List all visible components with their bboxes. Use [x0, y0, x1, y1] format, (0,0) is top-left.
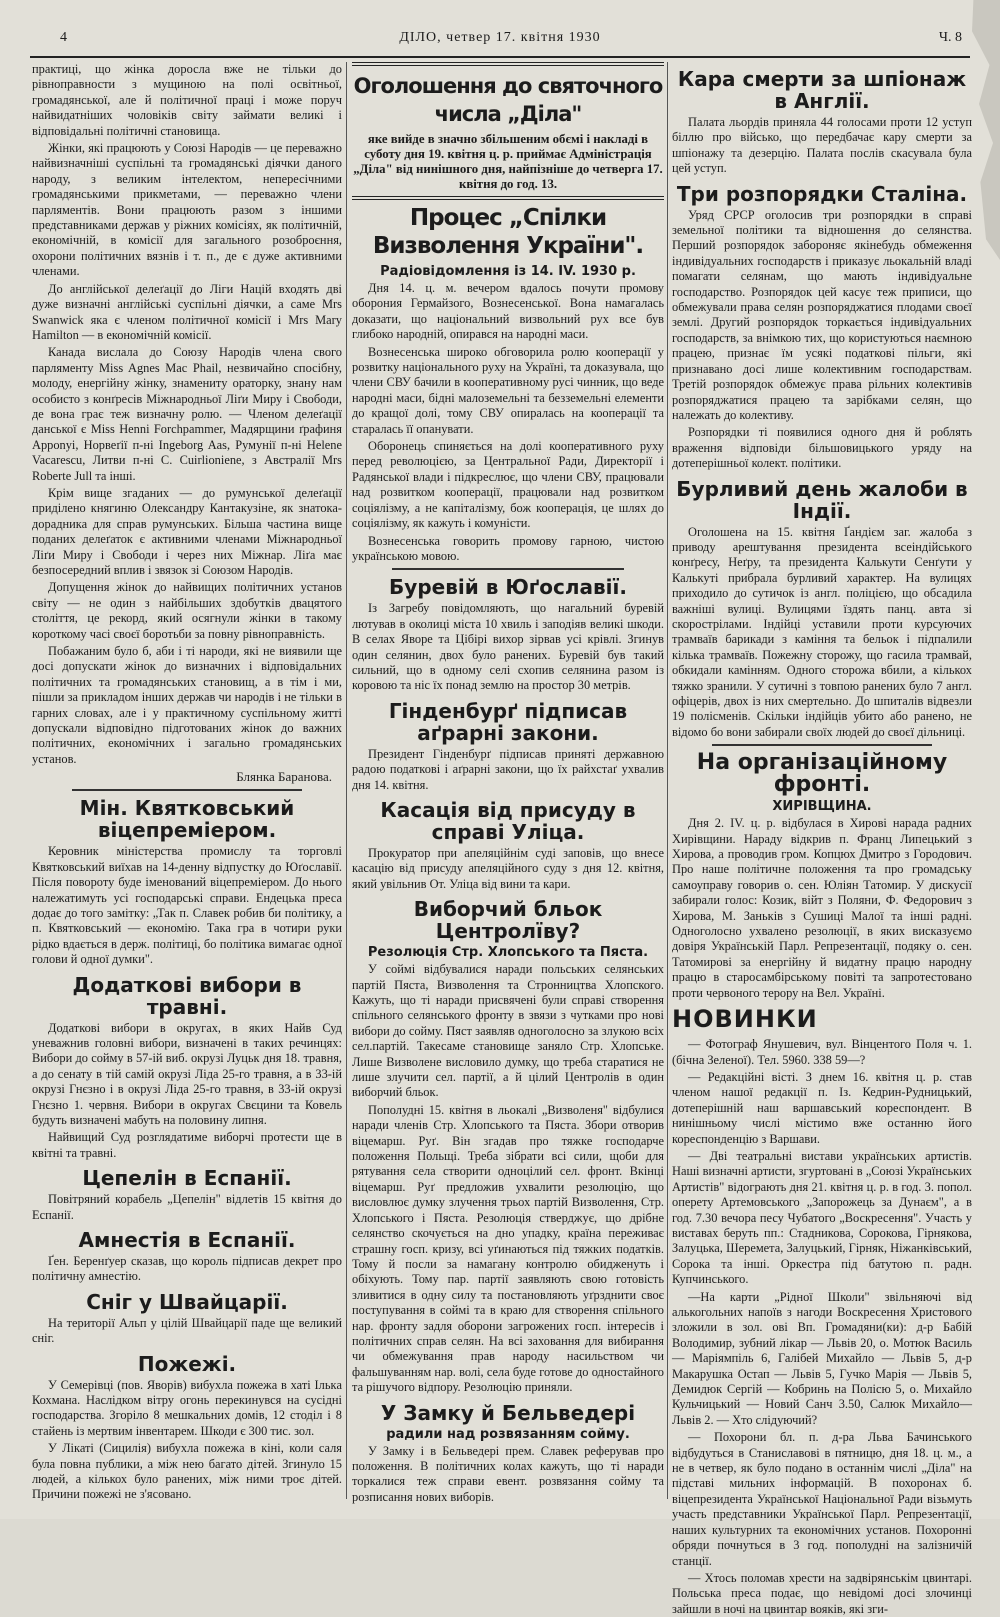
article-paragraph: Допущення жінок до найвищих політичних установ світу — не один з найбільших здобутків двацятого століття, це рекорд, який осягнули жінки в такому короткому часі своєї боротьби за повну рівноправність. [32, 580, 342, 641]
column-left [32, 62, 342, 1502]
news-item: — Фотограф Янушевич, вул. Вінцентого Поля ч. 1. (бічна Зеленої). Тел. 5960. 338 59—? [672, 1037, 972, 1067]
article-paragraph: Крім вище згаданих — до румунської делеґації приділено княгиню Олександру Кантакузіне, як знатока-дорадника для справ румунських. Більша частина вище поданих делеґаток є активними членами Міжнародньої Ліґи Миру і Свободи і через них Міжнар. Ліґа має безпосередний вплив і звязок зі Союзом Народів. [32, 485, 342, 577]
issue-number: Ч. 8 [938, 30, 962, 45]
separator [392, 568, 624, 570]
article-paragraph: Додаткові вибори в округах, в яких Найв Суд уневажнив головні вибори, визначені в таких речинцях: Вибори до сойму в 57-ій виб. окрузі Луцьк дня 18. травня, а до сенату в тій самій окрузі Ліда 25-го травня, а в 33-ій окрузі Гнєзно і в окрузі Ліда 25-го травня, в 33-ій окрузі Гнєзно 1. червня. Вибори в округах Свєцини та Ковель будуть визначені мабуть на половину липня. [32, 1020, 342, 1127]
article-paragraph: Найвищий Суд розглядатиме виборчі протести ще в квітні та травні. [32, 1130, 342, 1160]
column-middle [352, 62, 664, 1504]
column-rule [667, 62, 668, 1499]
article-paragraph: Вознесенська говорить промову гарною, чистою українською мовою. [352, 533, 664, 563]
subheadline-castle: радили над розвязанням сойму. [386, 1426, 630, 1442]
article-paragraph: У Семерівці (пов. Яворів) вибухла пожежа в хаті Ількa Кохмана. Наслідком вітру огонь перекинувся на сусідні господарства. Згоріло 8 мешкальних домів, 12 стоділ і 8 стайень із мертвим інвентарем. Шкоди є 300 тис. зол. [32, 1377, 342, 1438]
news-item: — Дві театральні вистави українських артистів. Наші визначні артисти, згуртовані в „Союзі Українських Артистів" відограють дня 21. квітня ц. р. в год. 3. попол. оперету Артемовського „Запорожець за Дунаєм", а в год. 7.30 вечора песу Чубатого „Воскресення". Участь у виставах беруть пп.: Стадникова, Сорокова, Гірнякова, Залуцька, Шеремета, Залуцький, Гірняк, Ніжанківський, Сорока та інші. Оркестра під батутою п. радн. Купчинського. [672, 1148, 972, 1287]
article-paragraph: Вознесенська широко обговорила ролю кооперації у розвитку національного руху на Україні, та доказувала, що члени СВУ бачили в кооперативному русі чинник, що веде народні маси, бідні малоземельні та безземельні елементи до кращої долі, тому СВУ опиралась на кооперації та старалась її опанувати. [352, 344, 664, 436]
article-paragraph: На території Альп у цілій Швайцарії паде ще великий сніг. [32, 1315, 342, 1346]
article-paragraph: Президент Гінденбурґ підписав приняті державною радою податкові і аґрарні закони, що їх райхстаґ ухвалив дня 14. квітня. [352, 746, 664, 792]
headline-india: Бурливий день жалоби в Індії. [676, 476, 968, 523]
headline-cassation: Касація від присуду в справі Уліца. [380, 797, 636, 844]
author-signature: Блянка Баранова. [236, 769, 332, 785]
announcement-box [352, 62, 664, 200]
headline-snow: Сніг у Швайцарії. [86, 1289, 288, 1314]
article-paragraph: У соймі відбувалися наради польських селянських партій Пяста, Визволення та Стронництва Хлопского. Кажуть, що ті наради присвячені були справі створення спільного селянського фронту в звязи з чутками про нові вибори до сойму. Пяст заявляв одноголосно за злукою всіх сел.партій. Такесаме становище заняло Стр. Хлопське. Лише Визволене висловило думку, що треба старатися не лише злучити сел. партії, а й цілий Центролів в один виборчий бльок. [352, 962, 664, 1100]
subheadline-radio: Радіовідомлення із 14. IV. 1930 р. [380, 264, 636, 279]
article-paragraph: Уряд СРСР оголосив три розпорядки в справі земельної політики та відношення до селянства. Перший розпорядок забороняє якінебудь обмеження індивідуальних господарств і приказує льокальній владі помагати селянам, що мають індивідуальне господарство. Розпорядок цей касує теж приписи, що обмежували права селян розпоряджатися плодами своєї землі. Другий розпорядок торкається індивідуальних господарств, за внімкою тих, що користуються наємною працею, признає їм усякі податкові пільги, які признавано досі лише колективним господарствам. Третій розпорядок обмежує права рільних колективів розпоряджатися працею та зарібками селян, що належать до колективу. [672, 207, 972, 422]
headline-zeppelin: Цепелін в Еспанії. [82, 1166, 292, 1191]
headline-svu-trial: Процес „Спілки Визволення України". [372, 205, 644, 259]
headline-amnesty: Амнестія в Еспанії. [78, 1228, 296, 1252]
article-paragraph: Дня 2. IV. ц. р. відбулася в Хирові нарада радних Хирівщини. Нараду відкрив п. Франц Липецький з Хирова, а проводив гром. Копцюх Дмитро з Городович. Про наше політичне положення та про громадську самоуправу говорив о. сен. Юліян Татомир. У дискусії забирали голос: Козик, війт з Поляни, Ф. Федорович з Хирова, М. Заньків з Сушиці Малої та інші радні. Одноголосно ухвалено резолюції, в яких висказуємо довіря Українській Парл. Репрезентації, подяку о. сен. Татомирові за енергійну й видатну працю народну працю в старосамбірському повіті та запротестовано проти червоного терору на Вел. Україні. [672, 816, 972, 1000]
article-paragraph: практиці, що жінка доросла вже не тільки до рівноправности з мущиною на полі освітньої, громадянської, але й політичної праці і може поруч найвидатніших чоловіків світу займати великі і відповідальні політичні становища. [32, 62, 342, 138]
page-header [30, 30, 970, 58]
separator [72, 789, 302, 791]
article-paragraph: Дня 14. ц. м. вечером вдалось почути промову оборония Гермайзого, Вознесенської. Вона намагалась доказати, що національний визвольний рух все був глибоко народній, опирався на народні маси. [352, 281, 664, 342]
headline-organization: На організаційному фронті. [696, 750, 948, 798]
article-paragraph: Розпорядки ті появилися одного дня й роблять враження відповіди більшовицького уряду на дотеперішньої колект. політики. [672, 425, 972, 471]
article-paragraph: Оборонець спиняється на долі кооперативного руху перед революцією, за Центральної Ради, Директорії і Радянської влади і підкреслює, що члени СВУ, працювали над розвитком кооперації, працювали над розвитком соціялізму, а не капіталізму, бож кооперація, це шлях до соціялізму, як кажуть і комуністи. [352, 439, 664, 531]
article-paragraph: Керовник міністерства промислу та торговлі Квятковський виїхав на 14-денну відпустку до Юґославії. Після повороту буде іменований віцепреміером. До нього належатимуть усі господарські справи. Ендецька преса додає до того замітку: „Так п. Славек робив би політику, а п. Квятковський — економію. Така гра в чотири руки рідко вдається в держ. політиці, бо політика вимагає одної голови й одної думки". [32, 844, 342, 967]
article-paragraph: Прокуратор при апеляційнім суді заповів, що внесе касацію від присуду апеляційного суду з дня 12. квітня, який увільнив От. Уліца від вини та кари. [352, 845, 664, 891]
subheadline-khyriv: ХИРІВЩИНА. [772, 799, 872, 815]
headline-storm: Буревій в Юґославії. [389, 575, 627, 600]
article-paragraph: Повітряний корабель „Цепелін" відлетів 15 квітня до Еспанії. [32, 1192, 342, 1222]
headline-death-penalty: Кара смерти за шпіонаж в Англії. [677, 67, 967, 113]
headline-hindenburg: Гінденбурґ підписав аґрарні закони. [388, 698, 628, 745]
page-number: 4 [60, 30, 67, 45]
article-paragraph: Пополудні 15. квітня в льокалі „Визволеня" відбулися наради членів Стр. Хлопського та Пяста. Збори отворив віцемарш. Руґ. Він згадав про тяжке господарче положення Польщі. Треба зібрати всі сили, щоби для рятування села створити одноцілий сел. фронт. Вкінці віцемарш. Руґ предложив ухвалити резолюцію, що висловлює думку злучення трьох партій Визволення, Стр. Хлопського і Пяста. Резолюція стверджує, що дрібне селянство скочується на дно упадку, країна переживає страшну госп. кризу, всі уґинаються під тяжких податків. Тому й посли за намагану контролю обидженуть і обіхують. Тому пар. партії заявляють свою готовість зливитися в одну силу та постановляють уґрзднити своє поступування в соймі та в краю для створення спільного нар. фронту задля оборони загрожених госп. інтересів і політичних справ селян. На всі заховання для вибирання чи обмежування прав народу насильством чи фальшуванням нар. волі, села буде готове до одностайного та рішучого відпору. Резолюцію приняли. [352, 1102, 664, 1395]
masthead-date: ДІЛО, четвер 17. квітня 1930 [399, 30, 601, 45]
headline-castle: У Замку й Бельведері [380, 1400, 636, 1425]
column-rule [346, 62, 347, 1499]
separator [712, 744, 932, 746]
news-item: — Похорони бл. п. д-ра Льва Бачинського відбудуться в Станиславові в пятницю, дня 18. ц. м., а не в четвер, як було подано в останнім числі „Діла" на підставі мильних інформацій. В похоронах б. віцепрезидента Української Національної Ради візьмуть участь представники Української Парл. Репрезентації, наших культурних та економічних установ. Похоронні обряди почнуться в 3 год. пополудні на залізничій станції. [672, 1430, 972, 1568]
section-title-news: НОВИНКИ [672, 1005, 818, 1034]
article-paragraph: До англійської делеґації до Ліги Націй входять дві дуже визначні англійські суспільні діячки, а саме Mrs Swanwick яка є членом політичної комісії і Mrs Mary Hamilton — в економічній комісії. [32, 281, 342, 342]
news-item: — Хтось поломав хрести на задвірянськім цвинтарі. Польська преса подає, що невідомі досі злочинці зайшли в ночі на цвинтар вояків, які зги- [672, 1570, 972, 1616]
headline-stalin: Три розпорядки Сталіна. [676, 181, 968, 206]
article-paragraph: Ґен. Беренґуер сказав, що король підписав декрет про політичну амнестію. [32, 1254, 342, 1284]
subheadline-resolution: Резолюція Стр. Хлопського та Пяста. [367, 945, 649, 961]
headline-fires: Пожежі. [137, 1351, 237, 1376]
article-paragraph: Канада вислала до Союзу Народів члена свого парляменту Miss Agnes Mac Phail, незвичайно спосібну, молоду, енергійну жінку, знаменитy ораторку, знану нам особисто з конґресів Міжнародньої Ліґи Миру і Свободи, де вона грає теж визначну ролю. — Членом делеґації данської є Miss Henni Forchpammer, Мадярщини ґрафиня Apponyi, Норвеґії п-ні Ingeborg Aas, Румунії п-ні Helene Vacarescu, Литви п-ні C. Cuirlioniene, з Австралії Mrs Roberte Jull та інші. [32, 345, 342, 483]
column-right [672, 62, 972, 1616]
announcement-text: яке вийде в значно збільшеним обємі і накладі в суботу дня 19. квітня ц. р. приймає Адміністрація „Діла" від нинішного дня, найпізніше до четверга 17. квітня до год. 13. [353, 132, 663, 191]
headline-kwiatkowski: Мін. Квятковський віцепреміером. [79, 796, 295, 843]
headline-elections: Додаткові вибори в травні. [72, 972, 302, 1019]
announcement-title: Оголошення до святочного числа „Діла" [353, 74, 663, 126]
news-item: —На карти „Рідної Школи" звільняючі від алькогольних напоїв з нагоди Воскресення Христового зложили в зол. ові Вп. Громадяни(ки): д-р Бабій Володимир, зубний лікар — Львів 20, о. Мотюк Василь — Маріямпіль 6, Галібей Михайло — Львів 5, д-р Макарушка Остап — Львів 5, Гучко Марія — Львів 5, Демидюк Сергій — Кобринь на Полісю 5, о. Михайло Кульчицький — Новий Санч 3.50, Салюк Михайло— Львів 2. — Хто слідуючий? [672, 1289, 972, 1427]
headline-election-bloc: Виборчий бльок Центролїву? [413, 897, 603, 944]
news-item: — Редакційні вісті. З днем 16. квітня ц. р. став членом нашої редакції п. Із. Кедрин-Рудницький, дотеперішній наш варшавський кореспондент. В нинішньому числі містимо вже останню його кореспонденцію з Варшави. [672, 1069, 972, 1146]
article-paragraph: Оголошена на 15. квітня Ґандієм заг. жалоба з приводу арештування президента всеіндійського конґресу, Неґру, та президента Калькути Сенґути у Калькуті прибрала бурливий характер. На вулицях приходило до сутичок із англ. поліцією, що обсадила важніші вулиці. Вулицями їздять панц. авта зі скорострілами. Індійці уставили проти курсуючих трамваїв барикади з каміння та бельок і підпалили кілька трамваїв. Пожежну сторожу, що гасила трамвай, обкидали камінням. Одного сторожа вбили, а кількох тяжко зранили. У сутичні з товпою ранених було 7 англ. офіцерів, двох із них смертельно. До шпиталів відвезли 19 полісменів. Скільки індійців убито або ранено, не відомо бо вони забирали своїх людей до своєї дільниці. [672, 524, 972, 739]
article-paragraph: У Лікаті (Сицилія) вибухла пожежа в кіні, коли саля була повна публики, а між нею багато дітей. Згинуло 15 людей, а кількох було ранених, між ними троє дітей. Причини пожежі не з'ясовано. [32, 1441, 342, 1502]
article-paragraph: Палата льордів приняла 44 голосами проти 12 уступ біллю про військо, що передбачає кару смерти за шпіонажу та дезерцію. Палата послів скасувала була цей уступ. [672, 115, 972, 176]
article-paragraph: Із Загребу повідомляють, що нагальний буревій лютував в околиці міста 10 хвиль і заподіяв великі шкоди. В селах Яворе та Цібірі вихор зірвав усі крівлі. Згинув один селянин, двох було ранених. Буревій був такий сильний, що в одному селі схопив селянина разом із коровою та ніс їх понад землю на простор 30 метрів. [352, 601, 664, 693]
article-paragraph: Жінки, які працюють у Союзі Народів — це переважно найвизначніші суспільні та громадянські діячки даного народу, з великим інтелектом, непересічними громадянськими прикметами, — переважно члени парляментів. Вони працюють разом з іншими представниками держав у ріжних комісіях, як політичній, економічній, в комісії для загального розоброєння, охорони політичних вязнів і т. п., де є дуже активними членами. [32, 141, 342, 279]
article-paragraph: Побажаним було б, аби і ті народи, які не виявили ще досі допускати жінок до визначних і відповідальних політичних та громадянських становищ, а в тім і ми, пішли за прикладом інших держав чи народів і не тільки в гарних словах, але і у практичному суспільному житті допускали відповідно підготованих жінок до важних політичних, економічних і загально громадянських установ. [32, 644, 342, 766]
article-paragraph: У Замку і в Бельведері прем. Славек реферував про положення. В політичних колах кажуть, що ті наради торкалися теж справи евент. розвязання сойму та розписання нових виборів. [352, 1443, 664, 1504]
